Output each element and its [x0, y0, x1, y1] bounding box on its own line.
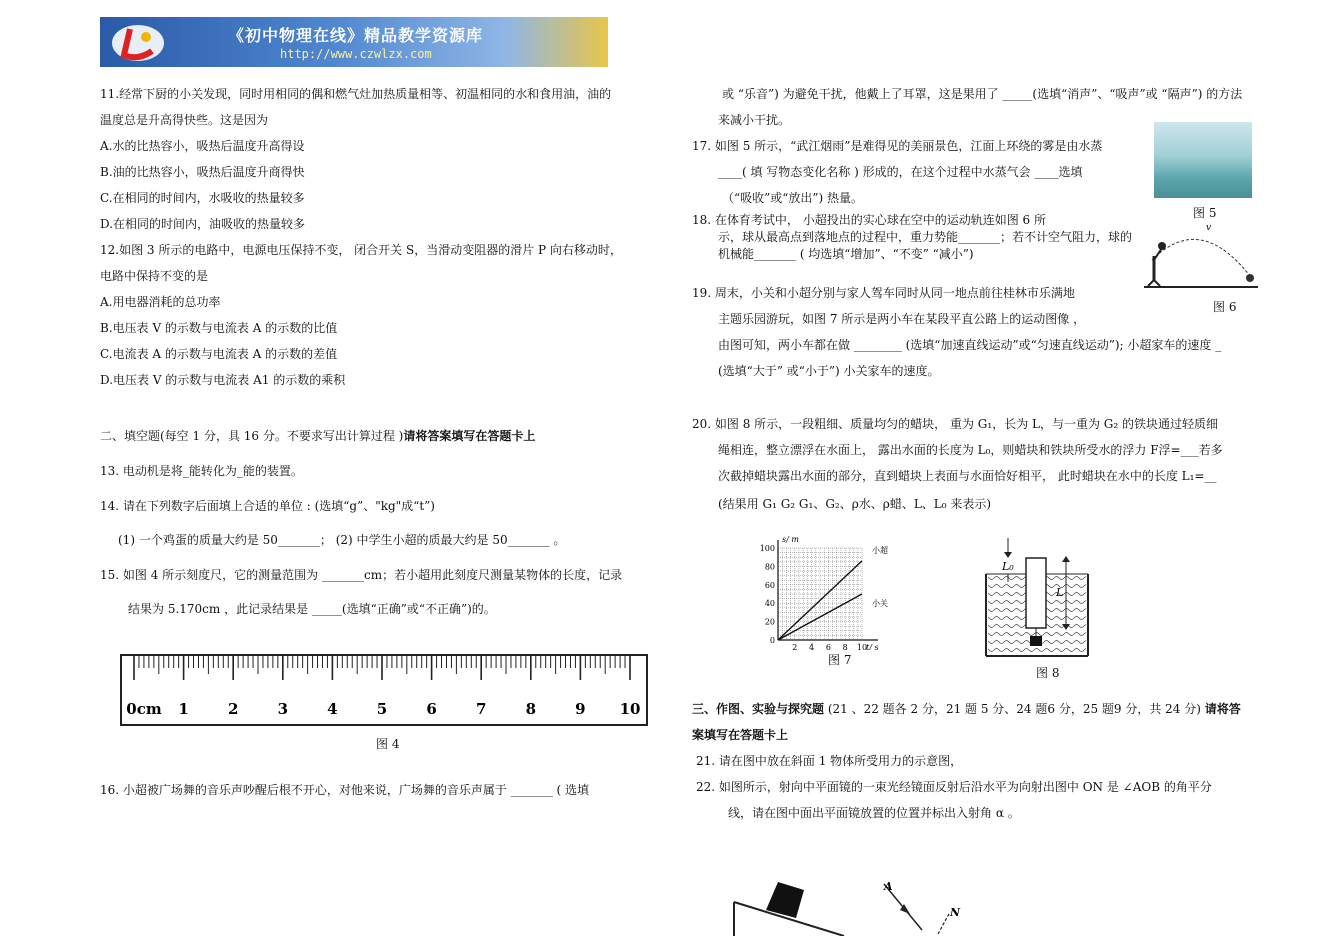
ruler-label: 7: [475, 700, 487, 718]
q17-line-2: ____( 填 写物态变化名称 ) 形成的，在这个过程中水蒸气会 ____选填: [718, 165, 1083, 179]
ruler-label: 0cm: [126, 700, 162, 718]
x-tick-label: 8: [842, 643, 848, 650]
q11-option-b: B.油的比热容小，吸热后温度升商得快: [100, 165, 305, 179]
q12-option-a: A.用电器消耗的总功率: [100, 295, 221, 309]
fig8-label-l0: L₀: [1002, 560, 1014, 573]
y-axis-label: s/ m: [782, 535, 799, 544]
q20-line-1: 20. 如图 8 所示，一段粗细、质量均匀的蜡块， 重为 G₁，长为 L，与一重为 G₂ 的铁块通过轻质细: [692, 417, 1218, 431]
ruler-label: 4: [327, 700, 338, 718]
y-tick-label: 100: [759, 544, 775, 553]
fig8-diagram: [984, 534, 1090, 658]
section-3-note-cont: 案填写在答题卡上: [692, 728, 789, 742]
mirror-figure: [874, 874, 974, 936]
x-axis-label: t/ s: [866, 643, 879, 650]
q14-sub: (1) 一个鸡蛋的质量大约是 50_______； (2) 中学生小超的质最大约是 50_______ 。: [118, 533, 566, 547]
ruler-ticks: [122, 656, 646, 724]
section-3-note: 请将答: [1204, 702, 1241, 716]
q11-line-1: 11.经常下厨的小关发现，同时用相同的偶和燃气灶加热质量相等、初温相同的水和食用油，油的: [100, 87, 612, 101]
q12-option-b: B.电压表 V 的示数与电流表 A 的示数的比值: [100, 321, 338, 335]
series-label-1: 小关: [872, 599, 888, 608]
section-3-title: 三、作图、实验与探究题: [692, 702, 825, 716]
fig7-caption: 图 7: [828, 653, 852, 667]
q11-option-d: D.在相同的时间内，油吸收的热量较多: [100, 217, 306, 231]
q16-cont-1: 或 “乐音”) 为避免干扰，他戴上了耳罩，这是果用了 _____(选填“消声”、“吸声”或 “隔声”) 的方法: [722, 87, 1243, 101]
incline-figure: [726, 872, 846, 936]
section-3-points: (21 、22 题各 2 分，21 题 5 分、24 题6 分，25 题9 分，共 24 分): [824, 702, 1205, 716]
q20-line-2: 绳相连，整立漂浮在水面上， 露出水面的长度为 L₀，则蜡块和铁块所受水的浮力 F浮=___若多: [718, 443, 1223, 457]
header-banner: [100, 17, 608, 67]
q19-line-4: (选填“大于” 或“小于”) 小关家车的速度。: [718, 364, 940, 378]
q15-line-1: 15. 如图 4 所示刻度尺，它的测量范围为 _______cm；若小超用此刻度尺测量某物体的长度，记录: [100, 568, 623, 582]
y-tick-label: 40: [764, 599, 775, 609]
q12-option-d: D.电压表 V 的示数与电流表 A1 的示数的乘积: [100, 373, 346, 387]
q12-line-2: 电路中保持不变的是: [100, 269, 209, 283]
section-2-heading-text: 二、填空题(每空 1 分，具 16 分。不要求写出计算过程 ): [100, 429, 404, 443]
banner-url: http://www.czwlzx.com: [280, 47, 432, 61]
ruler-label: 9: [575, 700, 586, 718]
series-label-0: 小超: [872, 545, 888, 555]
q19-line-3: 由图可知，两小车都在做 ________ (选填“加速直线运动”或“匀速直线运动”); 小超家车的速度 _: [718, 338, 1222, 352]
banner-title: 《初中物理在线》精品教学资源库: [228, 26, 484, 45]
fig6-diagram: [1140, 216, 1260, 292]
fig4-caption: 图 4: [376, 737, 400, 751]
q20-line-3: 次截掉蜡块露出水面的部分，直到蜡块上表面与水面恰好相平， 此时蜡块在水中的长度 L₁=__: [718, 469, 1217, 483]
q14: 14. 请在下列数字后面填上合适的单位 : (选填“g”、"kg"成“t”): [100, 499, 435, 513]
x-tick-label: 10: [856, 643, 868, 650]
q19-line-2: 主题乐园游玩，如图 7 所示是两小车在某段平直公路上的运动图像 ，: [718, 312, 1086, 326]
y-tick-label: 80: [764, 562, 775, 572]
ruler-label: 2: [227, 700, 239, 718]
q19-line-1: 19. 周末，小关和小超分别与家人驾车同时从同一地点前往桂林市乐满地: [692, 286, 1075, 300]
fig5-photo: [1154, 122, 1252, 198]
q17-line-1: 17. 如图 5 所示，“武江烟雨”是难得见的美丽景色，江面上环绕的雾是由水蒸: [692, 139, 1103, 153]
fig8-label-l: L: [1056, 586, 1064, 599]
q16-cont-2: 来减小干扰。: [718, 113, 791, 127]
q18-line-2: 示，球从最高点到落地点的过程中，重力势能_______；若不计空气阻力，球的: [718, 230, 1133, 244]
label-a: A: [884, 880, 893, 893]
ruler-label: 5: [376, 700, 388, 718]
ruler-label: 8: [525, 700, 537, 718]
label-n: N: [950, 906, 961, 919]
y-tick-label: 20: [764, 617, 775, 627]
y-tick-label: 0: [769, 636, 775, 645]
section-2-heading-bold: 请将答案填写在答题卡上: [403, 429, 536, 443]
q13: 13. 电动机是将_能转化为_能的装置。: [100, 464, 303, 478]
ruler-label: 10: [619, 700, 641, 718]
x-tick-label: 2: [792, 643, 798, 650]
q22-line-1: 22. 如图所示，射向中平面镜的一束光经镜面反射后沿水平为向射出图中 ON 是 ∠AOB 的角平分: [696, 780, 1212, 794]
ruler-figure: [120, 654, 648, 726]
q11-option-c: C.在相同的时间内，水吸收的热量较多: [100, 191, 305, 205]
x-tick-label: 4: [809, 643, 815, 650]
q12-option-c: C.电流表 A 的示数与电流表 A 的示数的差值: [100, 347, 338, 361]
ruler-label: 1: [178, 700, 189, 718]
fig6-caption: 图 6: [1213, 300, 1237, 314]
q11-line-2: 温度总是升高得快些。这是因为: [100, 113, 269, 127]
q18-line-1: 18. 在体育考试中， 小超投出的实心球在空中的运动轨连如图 6 所: [692, 213, 1046, 227]
section-2-heading: [100, 428, 535, 444]
svg-text:v: v: [1206, 223, 1212, 233]
fig7-chart: [752, 530, 902, 650]
q11-option-a: A.水的比热容小，吸热后温度升高得设: [100, 139, 305, 153]
section-3-heading: [692, 701, 1241, 717]
q18-line-3: 机械能_______ ( 均选填“增加”、“不变” “减小”): [718, 247, 974, 261]
logo-icon: [108, 21, 168, 65]
q15-line-2: 结果为 5.170cm ，此记录结果是 _____(选填“正确”或“不正确”)的。: [128, 602, 496, 616]
q20-line-4: (结果用 G₁ G₂ G₁、G₂、ρ水、ρ蜡、L、L₀ 来表示): [718, 497, 992, 511]
fig5-caption: 图 5: [1193, 206, 1217, 220]
x-tick-label: 6: [825, 643, 831, 650]
fig8-caption: 图 8: [1036, 666, 1060, 680]
q17-line-3: （“吸收”或“放出”) 热量。: [722, 191, 864, 205]
ruler-label: 3: [277, 700, 289, 718]
ruler-label: 6: [426, 700, 437, 718]
q16: 16. 小超被广场舞的音乐声吵醒后根不开心，对他来说，广场舞的音乐声属于 _______ ( 选填: [100, 783, 590, 797]
q21: 21. 请在图中放在斜面 1 物体所受用力的示意图，: [696, 754, 963, 768]
q12-line-1: 12.如图 3 所示的电路中，电源电压保持不变， 闭合开关 S，当滑动变阻器的滑片 P 向右移动时，: [100, 243, 622, 257]
q22-line-2: 线，请在图中面出平面镜放置的位置并标出入射角 α 。: [728, 806, 1020, 820]
y-tick-label: 60: [764, 580, 775, 590]
